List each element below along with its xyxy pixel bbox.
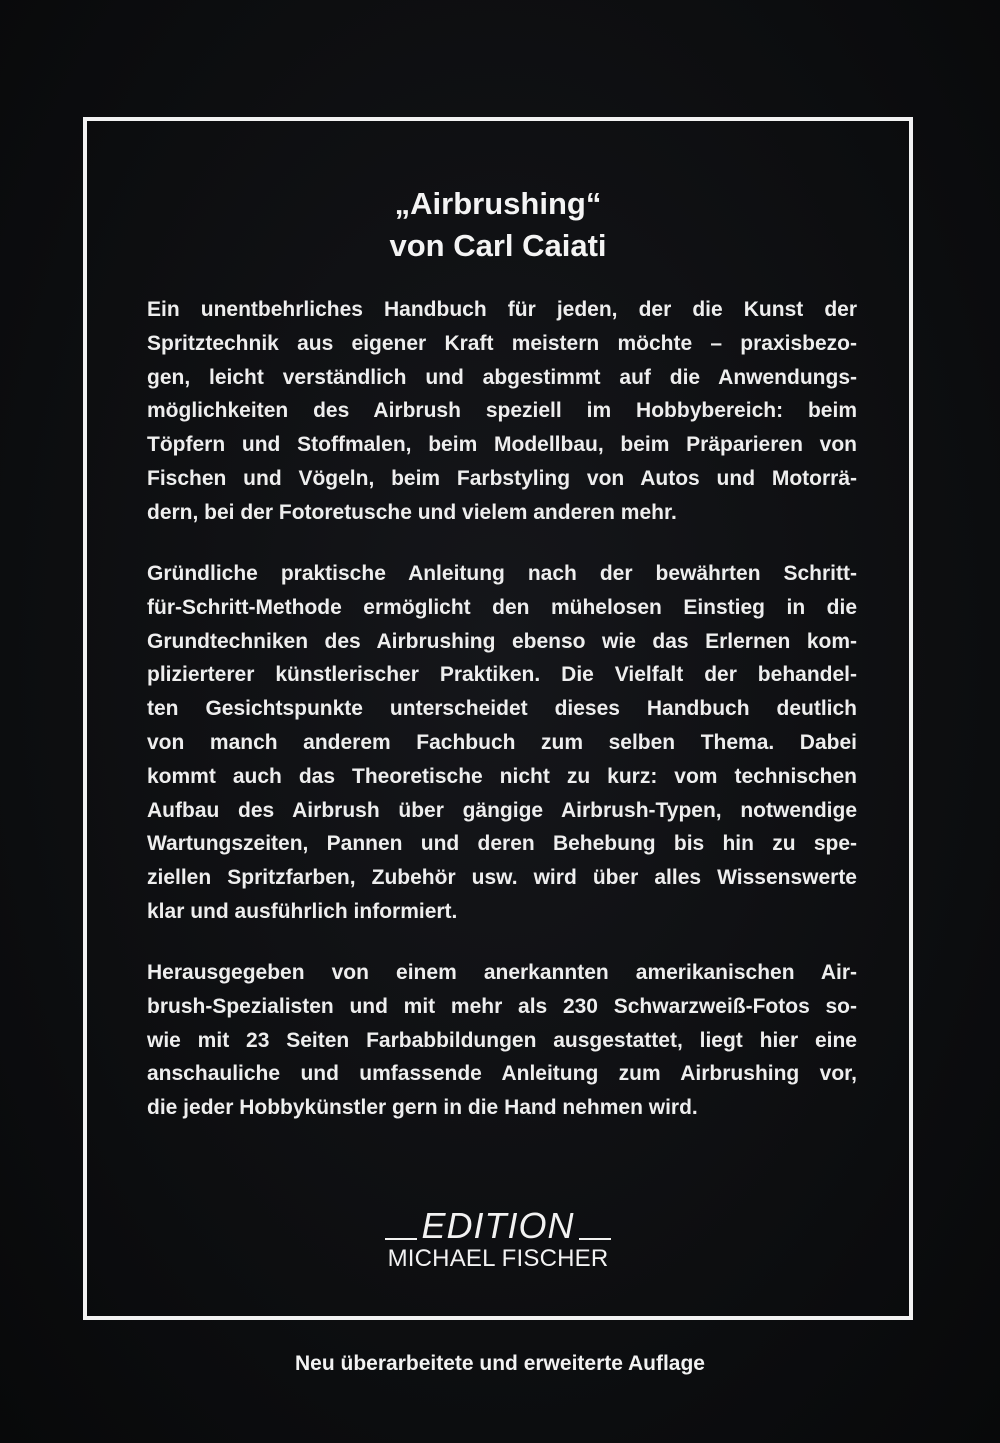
paragraph-line: Aufbau des Airbrush über gängige Airbrush-Typen, notwendige (147, 798, 857, 822)
paragraph-line: für-Schritt-Methode ermöglicht den mühelosen Einstieg in die (147, 595, 857, 619)
edition-note: Neu überarbeitete und erweiterte Auflage (295, 1352, 705, 1375)
description-paragraph-3 (147, 956, 857, 1125)
paragraph-line: Grundtechniken des Airbrushing ebenso wie das Erlernen kom- (147, 629, 857, 653)
publisher-edition-text: EDITION (421, 1205, 575, 1246)
description-paragraph-1 (147, 293, 857, 530)
paragraph-line: klar und ausführlich informiert. (147, 899, 458, 923)
white-frame-border (83, 117, 913, 1320)
paragraph-line: die jeder Hobbykünstler gern in die Hand nehmen wird. (147, 1096, 698, 1120)
description-paragraph-2 (147, 557, 857, 929)
paragraph-line: Herausgegeben von einem anerkannten amerikanischen Air- (147, 961, 857, 984)
paragraph-line: brush-Spezialisten und mit mehr als 230 Schwarzweiß-Fotos so- (147, 994, 857, 1018)
paragraph-line: dern, bei der Fotoretusche und vielem anderen mehr. (147, 500, 677, 524)
logo-rule-left (385, 1238, 417, 1240)
paragraph-line: Gründliche praktische Anleitung nach der bewährten Schritt- (147, 562, 857, 585)
paragraph-line: ziellen Spritzfarben, Zubehör usw. wird über alles Wissenswerte (147, 866, 857, 890)
paragraph-line: wie mit 23 Seiten Farbabbildungen ausgestattet, liegt hier eine (147, 1028, 857, 1052)
paragraph-line: anschauliche und umfassende Anleitung zum Airbrushing vor, (147, 1062, 857, 1086)
paragraph-line: Ein unentbehrliches Handbuch für jeden, der die Kunst der (147, 298, 857, 321)
paragraph-line: ten Gesichtspunkte unterscheidet dieses Handbuch deutlich (147, 697, 857, 721)
paragraph-line: plizierterer künstlerischer Praktiken. Die Vielfalt der behandel- (147, 663, 857, 687)
paragraph-line: gen, leicht verständlich und abgestimmt auf die Anwendungs- (147, 365, 857, 389)
paragraph-line: möglichkeiten des Airbrush speziell im Hobbybereich: beim (147, 399, 857, 423)
paragraph-line: Spritztechnik aus eigener Kraft meistern möchte – praxisbezo- (147, 331, 857, 355)
book-author-line: von Carl Caiati (389, 228, 607, 263)
paragraph-line: Fischen und Vögeln, beim Farbstyling von Autos und Motorrä- (147, 466, 857, 490)
publisher-name: MICHAEL FISCHER (387, 1245, 609, 1272)
paragraph-line: Wartungszeiten, Pannen und deren Behebung bis hin zu spe- (147, 832, 857, 856)
book-title (87, 183, 909, 267)
book-title-line-1: „Airbrushing“ (394, 186, 602, 221)
publisher-edition-mark (381, 1207, 614, 1245)
publisher-logo (87, 1207, 909, 1273)
paragraph-line: Töpfern und Stoffmalen, beim Modellbau, beim Präparieren von (147, 433, 857, 457)
logo-rule-right (579, 1238, 611, 1240)
paragraph-line: von manch anderem Fachbuch zum selben Thema. Dabei (147, 730, 857, 754)
paragraph-line: kommt auch das Theoretische nicht zu kurz: vom technischen (147, 764, 857, 788)
